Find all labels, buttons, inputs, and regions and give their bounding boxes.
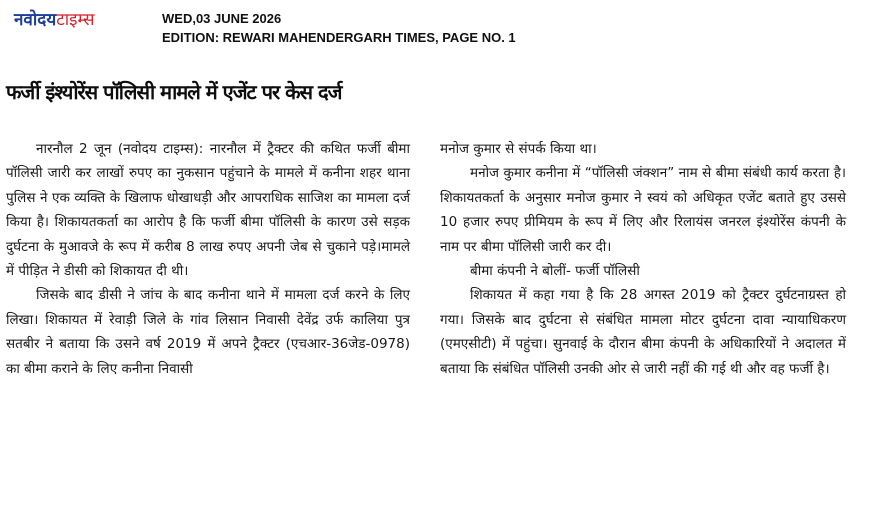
article-paragraph: जिसके बाद डीसी ने जांच के बाद कनीना थाने में मामला दर्ज करने के लिए लिखा। शिकायत में रेवाड़ी जिले के गांव लिसान निवासी देवेंद्र उर्फ कालिया पुत्र सतबीर ने बताया कि उसने वर्ष 2019 में अपने ट्रैक्टर (एचआर-36जेड-0978) का बीमा कराने के लिए कनीना निवासी xyxy=(6,287,410,377)
article-paragraph: शिकायत में कहा गया है कि 28 अगस्त 2019 को ट्रैक्टर दुर्घटनाग्रस्त हो गया। जिसके बाद दुर्घटना से संबंधित मामला मोटर दुर्घटना दावा न्यायाधिकरण (एमएसीटी) में पहुंचा। सुनवाई के दौरान बीमा कंपनी के अधिकारियों ने अदालत में बताया कि संबंधित पॉलिसी उनकी ओर से जारी नहीं की गई थी और वह फर्जी है। xyxy=(440,287,846,377)
logo-text-times: टाइम्स xyxy=(56,10,95,30)
masthead xyxy=(0,0,874,50)
article-subheading: बीमा कंपनी ने बोलीं- फर्जी पॉलिसी xyxy=(470,263,640,280)
newspaper-logo xyxy=(14,10,95,30)
publication-date: WED,03 JUNE 2026 xyxy=(162,11,282,26)
logo-text-navodaya: नवोदय xyxy=(14,10,57,30)
edition-line: EDITION: REWARI MAHENDERGARH TIMES, PAGE NO. 1 xyxy=(162,30,516,45)
article-column-1 xyxy=(6,137,410,381)
article-headline: फर्जी इंश्योरेंस पॉलिसी मामले में एजेंट पर केस दर्ज xyxy=(6,80,342,104)
edition-info xyxy=(162,9,516,47)
article-paragraph: मनोज कुमार कनीना में “पॉलिसी जंक्शन” नाम से बीमा संबंधी कार्य करता है। शिकायतकर्ता के अनुसार मनोज कुमार ने स्वयं को अधिकृत एजेंट बताते हुए उससे 10 हजार रुपए प्रीमियम के रूप में लिए और रिलायंस जनरल इंश्योरेंस कंपनी के नाम पर बीमा पॉलिसी जारी कर दी। xyxy=(440,165,846,255)
article-paragraph-continued: मनोज कुमार से संपर्क किया था। xyxy=(440,141,597,157)
article-paragraph: नारनौल 2 जून (नवोदय टाइम्स): नारनौल में ट्रैक्टर की कथित फर्जी बीमा पॉलिसी जारी कर लाखों रुपए का नुकसान पहुंचाने के मामले में कनीना शहर थाना पुलिस ने एक व्यक्ति के खिलाफ धोखाधड़ी और आपराधिक साजिश का मामला दर्ज किया है। शिकायतकर्ता का आरोप है कि फर्जी बीमा पॉलिसी के कारण उसे सड़क दुर्घटना के मुआवजे के रूप में करीब 8 लाख रुपए अपनी जेब से चुकाने पड़े।मामले में पीड़ित ने डीसी को शिकायत दी थी। xyxy=(6,141,410,280)
article-column-2 xyxy=(440,137,846,381)
